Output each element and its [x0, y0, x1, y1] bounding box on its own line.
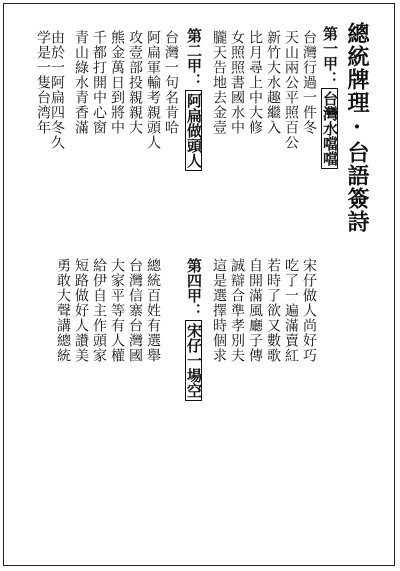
- poem-2-line: 熊金萬日到將中: [109, 30, 125, 135]
- poem-2-line: 攻壹部投親親大: [127, 30, 143, 135]
- poem-6-line: 短路做好人讚美: [73, 258, 89, 363]
- poem-3-line: 由於一阿扁四冬久: [49, 30, 65, 150]
- poem-1-line: 新竹大水趣繼入: [265, 30, 281, 135]
- poem-2-line: 台灣一句名肯哈: [163, 30, 179, 135]
- poem-2-line: 千都打開中心窗: [91, 30, 107, 135]
- poem-1-line: 台灣行過一件冬: [301, 30, 317, 135]
- poem-1-heading-prefix: 第一甲：: [321, 26, 339, 86]
- poem-4-line: 這是選擇時個求: [211, 258, 227, 363]
- poem-4-heading-name: 宋仔一場空: [185, 320, 202, 401]
- poem-2-line: 阿扁軍輸考親頭人: [145, 30, 161, 150]
- poem-1-heading: [321, 26, 338, 169]
- poem-4-line: 誠辯合準孝別夫: [229, 258, 245, 363]
- poem-2-line: 青山綠水青香滿: [73, 30, 89, 135]
- poem-6-line: 給伊自主作頭家: [91, 258, 107, 363]
- poem-2-heading-prefix: 第二甲：: [185, 28, 203, 88]
- poem-6-line: 總統百姓有選舉: [145, 258, 161, 363]
- poem-2-heading-name: 阿扁做頭人: [185, 90, 202, 171]
- poem-4-line: 吃了一遍滿賣紅: [283, 258, 299, 363]
- poem-6-line: 大家平等有人權: [109, 258, 125, 363]
- page-title: 總統牌理·台語簽詩: [344, 22, 370, 233]
- poem-1-line: 女照照書國水中: [229, 30, 245, 135]
- poem-6-line: 勇敢大聲講總統: [55, 258, 71, 363]
- poem-6-line: 台灣信寨台灣國: [127, 258, 143, 363]
- poem-4-line: 宋仔做人尚好巧: [301, 258, 317, 363]
- poem-4-line: 自開滿風廳子傳: [247, 258, 263, 363]
- poem-1-heading-name: 台灣水噹噹: [321, 88, 338, 169]
- poem-4-heading-prefix: 第四甲：: [185, 258, 203, 318]
- poem-1-line: 朧天告地去金壹: [211, 30, 227, 135]
- poem-3-line: 学是一隻台湾年: [35, 30, 51, 135]
- poem-2-heading: [185, 28, 202, 171]
- poem-1-line: 比月尋上中大修: [247, 30, 263, 135]
- poem-4-heading: [185, 258, 202, 401]
- poem-4-line: 若時了欲又數歌: [265, 258, 281, 363]
- poem-1-line: 天山兩公平照百公: [283, 30, 299, 150]
